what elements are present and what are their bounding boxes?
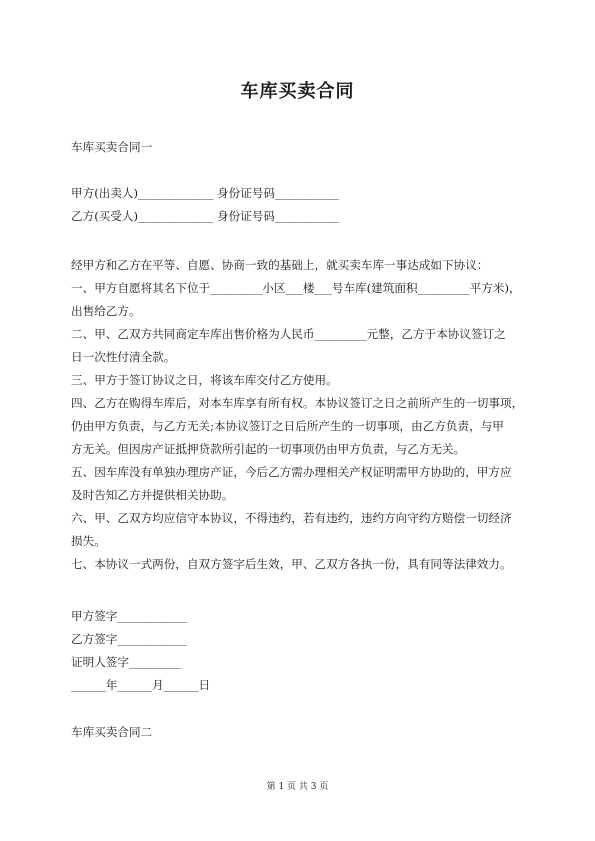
signature-witness: 证明人签字_________: [71, 655, 182, 669]
contract-body: [71, 254, 527, 576]
clause-4-line-1: 四、乙方在购得车库后，对本车库享有所有权。本协议签订之日之前所产生的一切事项，: [71, 396, 524, 410]
party-a-line: 甲方(出卖人)_____________ 身份证号码___________: [71, 186, 339, 200]
signature-block: [71, 605, 527, 697]
parties-block: [71, 182, 527, 228]
clause-6-line-2: 损失。: [71, 534, 106, 548]
clause-5-line-1: 五、因车库没有单独办理房产证，今后乙方需办理相关产权证明需甲方协助的，甲方应: [71, 465, 512, 479]
clause-2-line-2: 日一次性付清全款。: [71, 350, 176, 364]
clause-1-line-2: 出售给乙方。: [71, 304, 141, 318]
section-one-heading: 车库买卖合同一: [71, 140, 153, 154]
clause-4-line-2: 仍由甲方负责，与乙方无关;本协议签订之日后所产生的一切事项，由乙方负责，与甲: [71, 419, 504, 433]
document-title: 车库买卖合同: [240, 81, 355, 102]
signature-party-b: 乙方签字____________: [71, 632, 187, 646]
intro-line: 经甲方和乙方在平等、自愿、协商一致的基础上，就买卖车库一事达成如下协议：: [71, 258, 489, 272]
clause-5-line-2: 及时告知乙方并提供相关协助。: [71, 488, 234, 502]
clause-2-line-1: 二、甲、乙双方共同商定车库出售价格为人民币_________元整，乙方于本协议签订之: [71, 327, 506, 341]
clause-4-line-3: 方无关。但因房产证抵押贷款所引起的一切事项仍由甲方负责，与乙方无关。: [71, 442, 466, 456]
clause-1-line-1: 一、甲方自愿将其名下位于_________小区___楼___号车库(建筑面积_________平方米)，: [71, 281, 521, 295]
page-number-footer: 第 1 页 共 3 页: [266, 782, 329, 792]
signature-party-a: 甲方签字____________: [71, 609, 187, 623]
clause-3-line: 三、甲方于签订协议之日，将该车库交付乙方使用。: [71, 373, 338, 387]
clause-6-line-1: 六、甲、乙双方均应信守本协议，不得违约，若有违约，违约方向守约方赔偿一切经济: [71, 511, 512, 525]
section-two-heading: 车库买卖合同二: [71, 725, 153, 739]
signature-date: ______年______月______日: [71, 678, 211, 692]
clause-7-line: 七、本协议一式两份，自双方签字后生效，甲、乙双方各执一份，具有同等法律效力。: [71, 557, 512, 571]
party-b-line: 乙方(买受人)_____________ 身份证号码___________: [71, 209, 339, 223]
